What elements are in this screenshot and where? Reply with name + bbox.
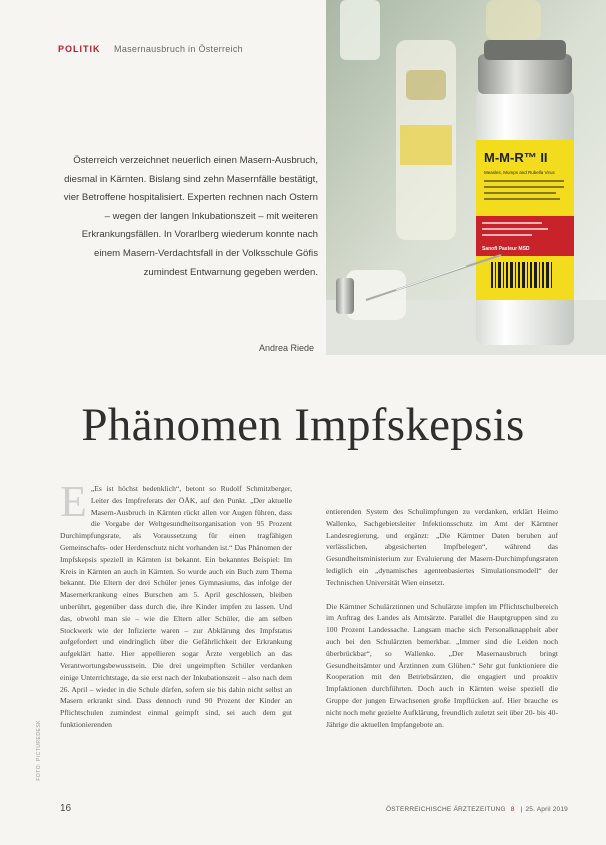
vial-label-subtitle: Measles, Mumps and Rubella Virus xyxy=(484,170,555,175)
drop-cap: E xyxy=(60,477,87,526)
body-paragraph: Die Kärntner Schulärztinnen und Schulärzte impfen im Pflichtschulbereich im Auftrag des Landes als Amtsärzte. Parallel die Hauptgruppen sind zu 100 Prozent Landessache. Langsam mache sich Personalknappheit aber auch bei den Schulärzten bemerkbar. „Immer sind die Leiden noch überbrückbar“, so Wallenko. „Der Masernausbruch bringt Gesundheitsämter und Ärztinnen zum Glühen.“ Sehr gut funktioniere die Kooperation mit den Betriebsärzten, die engagiert und proaktiv Impfaktionen durchführten. Doch auch in Kärnten weise speziell die Gruppe der jungen Erwachsenen große Impflücken auf. Hier brauche es nicht noch mehr gezielte Aufklärung, freundlich zuletzt seit über 20- bis 40-Jährige die aktuellen Impfangebote an. xyxy=(326,601,558,729)
vaccine-photo xyxy=(326,0,606,355)
issue-number: 8 xyxy=(510,806,515,813)
body-paragraph: entierenden System des Schulimpfungen zu verdanken, erklärt Heimo Wallenko, Sachgebietsleiter Infektionsschutz im Amt der Kärntner Landesregierung, und ergänzt: „Die Kärntner Daten beruhen auf verlässlichen, abgesicherten Impfbelegen“, während das Gesundheitsministerium zur Evaluierung der Masern-Durchimpfungsraten lediglich ein „dynamisches agentenbasiertes Simulationsmodell“ der Technischen Universität Wien einsetzt. xyxy=(326,507,558,587)
body-column-2 xyxy=(326,506,558,742)
vial-label-title: M-M-R™ II xyxy=(484,150,548,165)
issue-date: 25. April 2019 xyxy=(525,806,568,813)
body-paragraph: „Es ist höchst bedenklich“, betont so Rudolf Schmitzberger, Leiter des Impfreferats der ÖÄK, auf den Punkt. „Der aktuelle Masern-Ausbruch in Kärnten rückt allen vor Augen führen, dass die Vorgabe der Weltgesundheitsorganisation von 95 Prozent Durchimpfungsrate, als Voraussetzung für einen tragfähigen Gemeinschafts- oder Herdenschutz nicht vorhanden ist.“ Das Phänomen der Impfskepsis speziell in Kärnten ist bekannt. Ein bekanntes Beispiel: Im Kreis in Kärnten an auch in Kärnten. So wurde auch ein Buch zum Thema bekannt. Die Eltern der drei Schüler jenes Gymnasiums, das infolge der Masernerkrankung eines Burschen am 5. April geschlossen, bleiben unberührt, gegenüber dass durch die, ihre Kinder impfen zu lassen. Und das, obwohl man sie – wie die Eltern aller Schüler, die am selben Stockwerk wie der Infizierte waren – zur Abklärung des Impfstatus aufgefordert und eindringlich über die Gefährlichkeit der Erkrankung aufgeklärt hatte. Hier appellieren sogar Ärzte vergeblich an das Verantwortungsbewusstsein. Die drei ungeimpften Schüler verdanken einige Unterrichtstage, da sie erst nach der Inkubationszeit – also nach dem 26. April – wieder in die Schule dürfen, sofern sie bis dahin nicht selbst an Masern erkrankt sind. Dass dennoch rund 90 Prozent der Kinder an Pflichtschulen zumindest einmal geimpft sind, sei auch dem gut funktionierenden xyxy=(60,484,292,729)
article-headline: Phänomen Impfskepsis xyxy=(81,399,525,451)
lead-paragraph: Österreich verzeichnet neuerlich einen Masern-Ausbruch, diesmal in Kärnten. Bislang sind zehn Masernfälle bestätigt, vier Betroffene hospitalisiert. Experten rechnen nach Ostern – wegen der langen Inkubationszeit – mit weiteren Erkrankungsfällen. In Vorarlberg wiederum konnte nach einem Masern-Verdachtsfall in der Volksschule Göfis zumindest Entwarnung gegeben werden. xyxy=(63,155,318,278)
section-label: POLITIK xyxy=(58,44,101,54)
body-column-1 xyxy=(60,477,292,743)
publication-name: ÖSTERREICHISCHE ÄRZTEZEITUNG xyxy=(385,806,506,813)
vial-maker: Sanofi Pasteur MSD xyxy=(482,246,530,252)
page-number: 16 xyxy=(60,803,72,814)
photo-credit: FOTO: PICTUREDESK xyxy=(36,720,42,781)
topic-label: Masernausbruch in Österreich xyxy=(114,44,243,54)
author-name: Andrea Riede xyxy=(258,343,314,353)
vaccine-vials-image xyxy=(326,0,606,355)
page-footer: ÖSTERREICHISCHE ÄRZTEZEITUNG 8 | 25. April 2019 xyxy=(385,806,568,813)
section-rubric xyxy=(58,44,243,54)
